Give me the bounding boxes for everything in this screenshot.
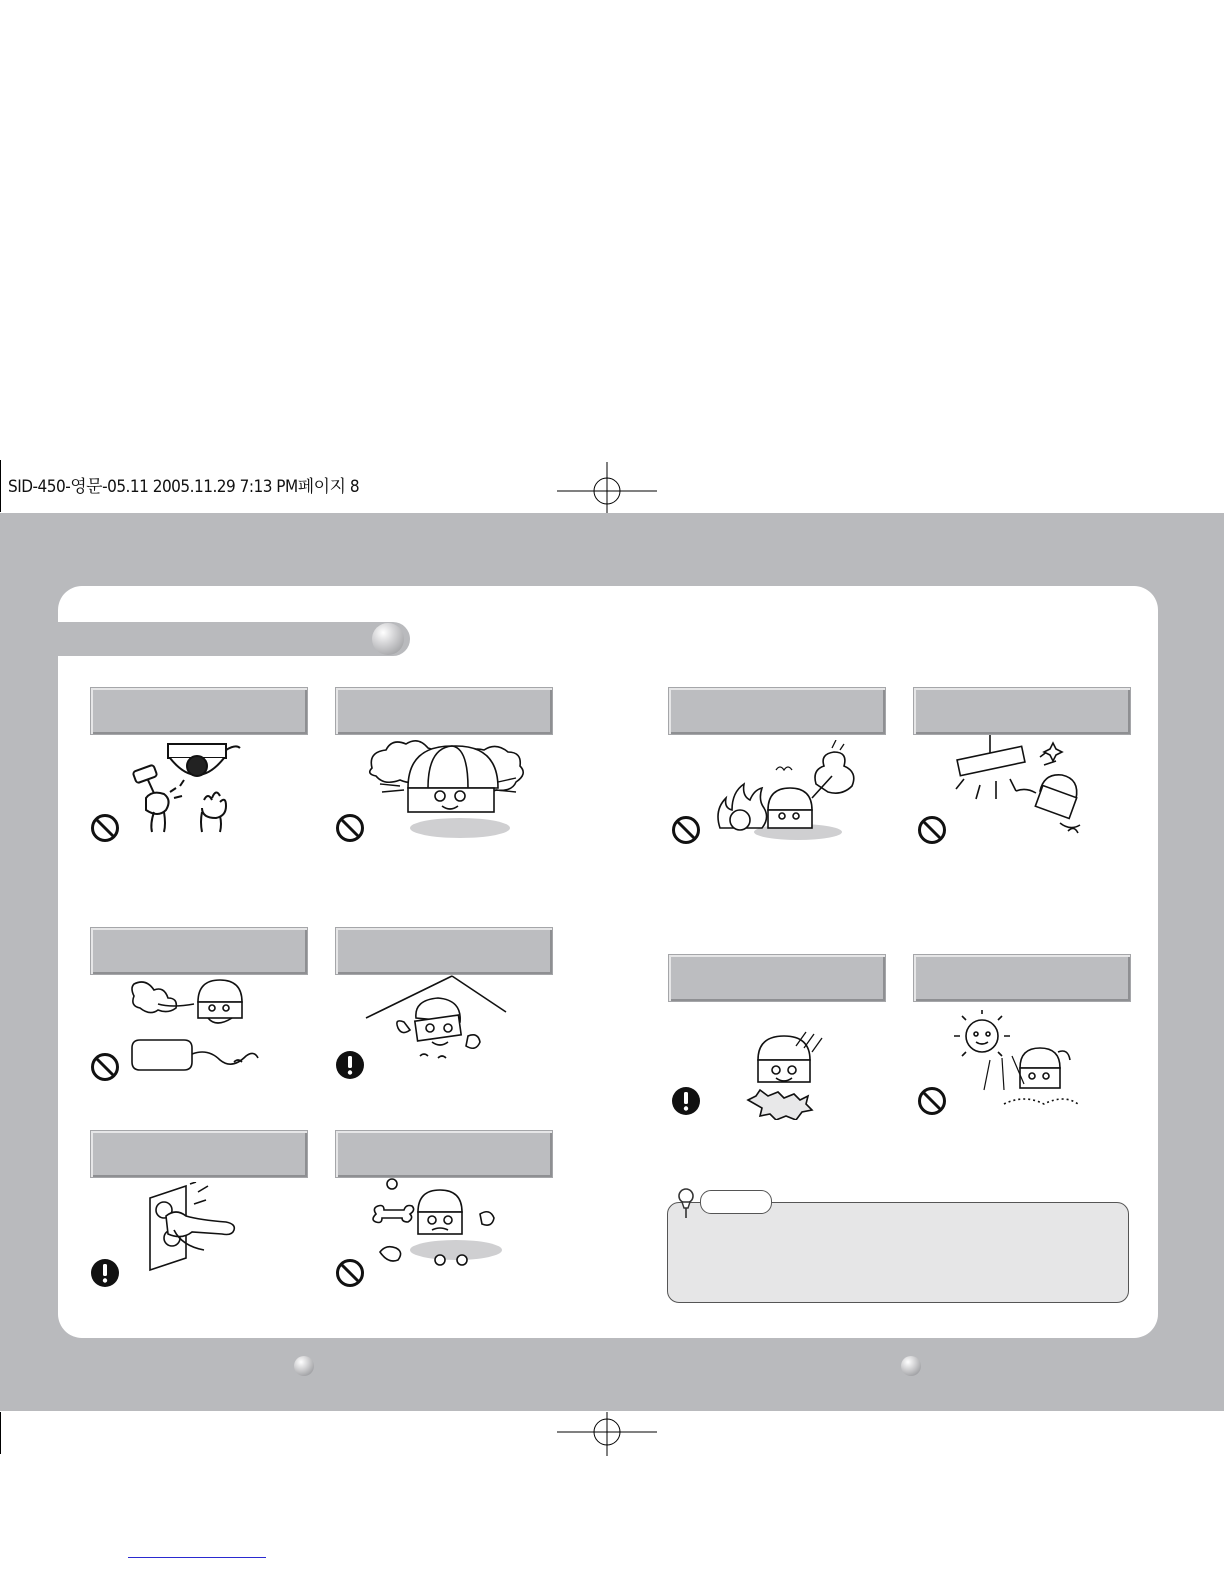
caption-box-no-dust xyxy=(335,687,553,735)
mandatory-action-icon xyxy=(335,1050,365,1080)
prohibition-sign-icon xyxy=(335,1258,365,1288)
liquid-spill-on-camera-icon xyxy=(128,976,268,1086)
hammer-hitting-dome-camera-icon xyxy=(130,740,250,835)
prohibition-sign-icon xyxy=(917,1086,947,1116)
prohibition-sign-icon xyxy=(917,815,947,845)
caption-box-no-liquid xyxy=(90,927,308,975)
camera-fixed-to-ceiling-icon xyxy=(364,972,509,1067)
camera-facing-sun-icon xyxy=(950,1010,1080,1120)
prohibition-sign-icon xyxy=(90,813,120,843)
caption-box-no-hitting xyxy=(90,687,308,735)
caption-box-power-plug xyxy=(90,1130,308,1178)
caption-box-no-direct-sunlight xyxy=(913,954,1131,1002)
dome-camera-in-smoke-icon xyxy=(368,738,528,848)
registration-mark-bottom-icon xyxy=(557,1412,657,1456)
pushpin-icon xyxy=(676,1186,698,1220)
mandatory-action-icon xyxy=(90,1258,120,1288)
camera-under-fluorescent-lamp-icon xyxy=(950,735,1090,845)
print-slug: SID-450-영문-05.11 2005.11.29 7:13 PM페이지 8 xyxy=(8,477,360,497)
caption-box-no-disassembly xyxy=(335,1130,553,1178)
caption-box-no-extreme-temperature xyxy=(668,687,886,735)
caption-box-avoid-shock xyxy=(668,954,886,1002)
prohibition-sign-icon xyxy=(90,1052,120,1082)
caption-box-no-fluorescent-light xyxy=(913,687,1131,735)
link-underline xyxy=(128,1557,266,1558)
disassembled-camera-icon xyxy=(372,1178,502,1278)
camera-between-fire-and-snowman-icon xyxy=(716,740,866,850)
note-box xyxy=(667,1202,1129,1303)
gray-sphere-icon xyxy=(372,623,404,655)
note-tab xyxy=(700,1190,772,1214)
left-trim-line xyxy=(0,460,1,512)
left-trim-line-bottom xyxy=(0,1412,1,1454)
hand-holding-plug-icon xyxy=(146,1182,246,1272)
prohibition-sign-icon xyxy=(335,813,365,843)
caption-box-secure-mounting xyxy=(335,927,553,975)
registration-mark-top-icon xyxy=(557,462,657,518)
page-marker-right xyxy=(901,1356,921,1376)
page-marker-left xyxy=(294,1356,314,1376)
section-title-bar xyxy=(58,622,410,656)
prohibition-sign-icon xyxy=(671,815,701,845)
mandatory-action-icon xyxy=(671,1086,701,1116)
falling-camera-icon xyxy=(740,1030,850,1120)
